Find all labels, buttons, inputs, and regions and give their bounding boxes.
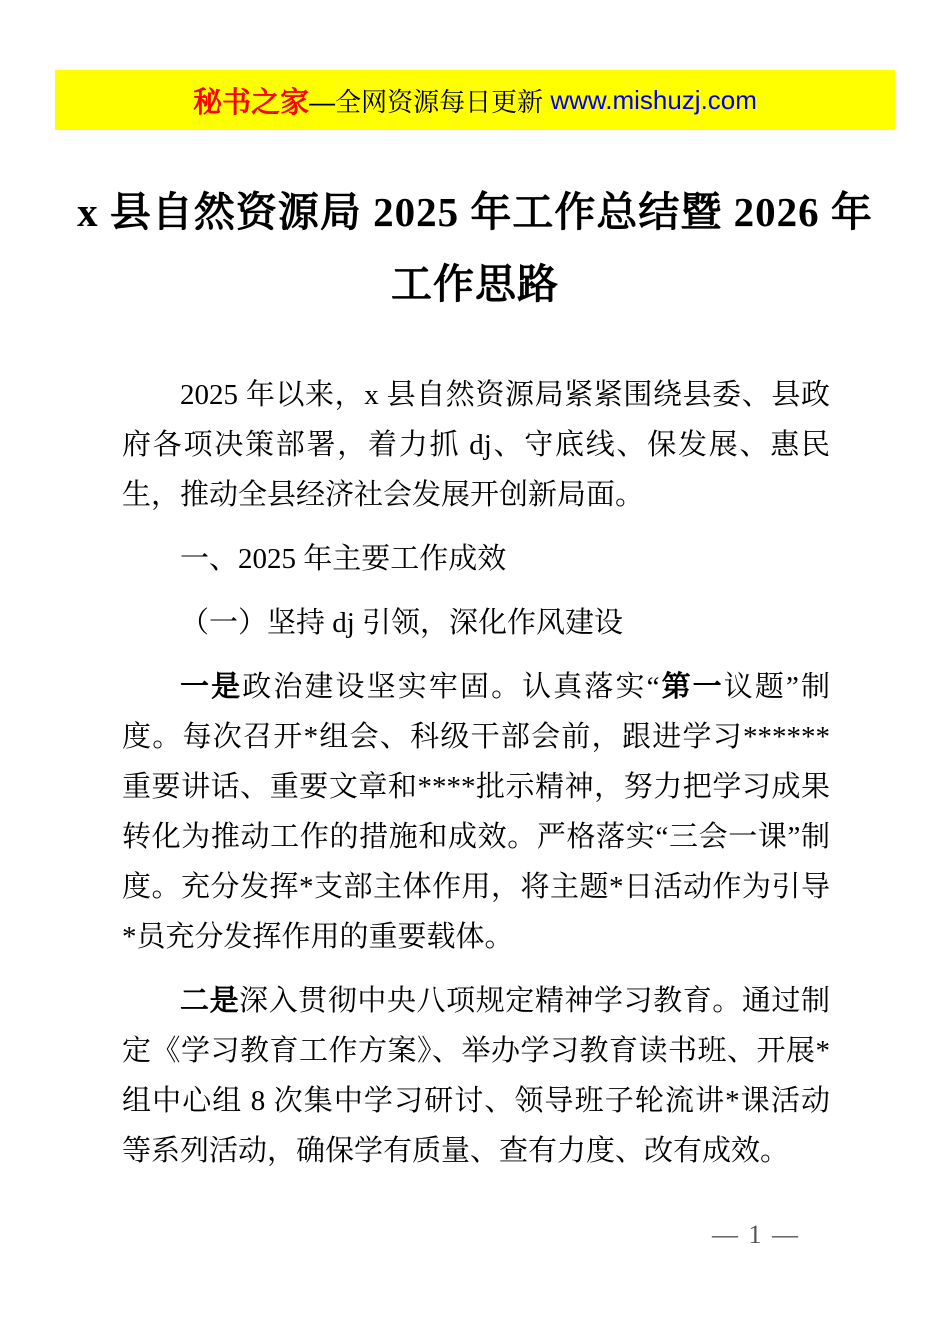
- document-title-line-1: x 县自然资源局 2025 年工作总结暨 2026 年: [77, 189, 873, 235]
- paragraph-point-1: 一是政治建设坚实牢固。认真落实“第一议题”制度。每次召开*组会、科级干部会前，跟进学习******重要讲话、重要文章和****批示精神，努力把学习成果转化为推动工作的措施和成效。严格落实“三会一课”制度。充分发挥*支部主体作用，将主题*日活动作为引导*员充分发挥作用的重要载体。: [122, 671, 830, 953]
- subsection-1-1-heading: （一）坚持 dj 引领，深化作风建设: [180, 607, 624, 639]
- page-footer: [0, 1220, 950, 1250]
- site-tagline: —全网资源每日更新: [309, 86, 551, 117]
- site-url-link[interactable]: www.mishuzj.com: [550, 84, 757, 115]
- site-name: 秘书之家: [193, 86, 310, 119]
- document-title: [0, 176, 950, 320]
- paragraph-intro: 2025 年以来，x 县自然资源局紧紧围绕县委、县政府各项决策部署，着力抓 dj、守底线、保发展、惠民生，推动全县经济社会发展开创新局面。: [122, 379, 830, 511]
- document-body: [122, 370, 830, 1176]
- page-number: — 1 —: [712, 1220, 800, 1249]
- document-title-line-2: 工作思路: [391, 261, 559, 307]
- section-1-heading: 一、2025 年主要工作成效: [180, 543, 507, 575]
- site-banner: [55, 70, 895, 130]
- paragraph-point-2: 二是深入贯彻中央八项规定精神学习教育。通过制定《学习教育工作方案》、举办学习教育读书班、开展*组中心组 8 次集中学习研讨、领导班子轮流讲*课活动等系列活动，确保学有质量、查有力度、改有成效。: [122, 985, 830, 1167]
